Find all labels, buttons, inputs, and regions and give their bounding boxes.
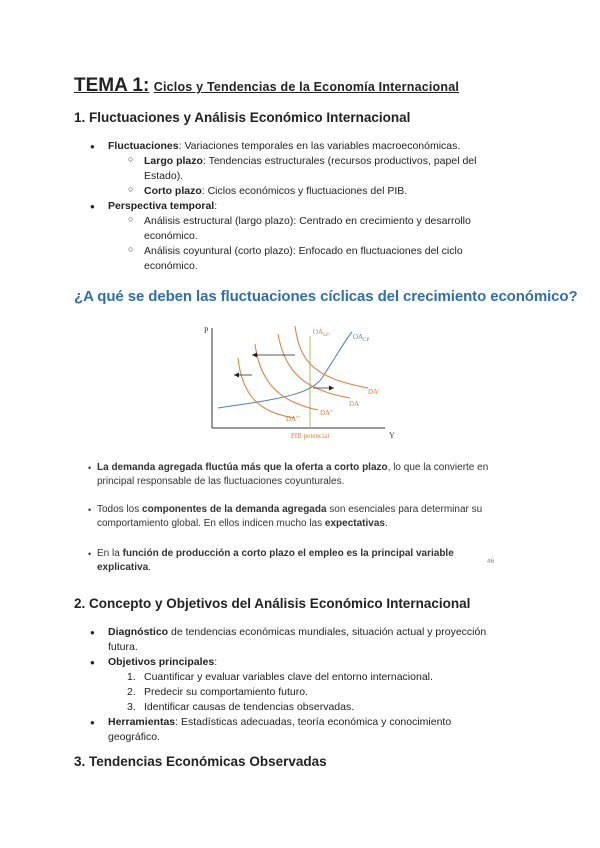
ordered-item-1-text: Cuantificar y evaluar variables clave del entorno internacional. bbox=[144, 671, 433, 683]
list-item-coyuntural-cont: económico. bbox=[144, 260, 198, 272]
label-oa-cp: $OA_{CP}$ bbox=[353, 333, 370, 343]
page-title bbox=[74, 75, 459, 97]
bullet-disc: ● bbox=[90, 202, 95, 211]
label-da-3prime: DA''' bbox=[286, 415, 300, 423]
list-item-herramientas: Herramientas: Estadísticas adecuadas, teoría económica y conocimiento bbox=[108, 716, 452, 728]
ad-as-chart bbox=[200, 318, 400, 443]
list-item-largo-plazo: Largo plazo: Tendencias estructurales (recursos productivos, papel del bbox=[144, 155, 477, 167]
slide-paragraph-3: En la función de producción a corto plazo el empleo es la principal variable explicativa. bbox=[97, 548, 454, 573]
bullet-circle: ○ bbox=[128, 184, 134, 194]
label-pib-potencial: PIB potencial bbox=[290, 432, 330, 440]
arrowhead bbox=[234, 373, 239, 378]
label-da-2prime: DA'' bbox=[320, 409, 333, 417]
bullet-disc: ● bbox=[90, 628, 95, 637]
ordered-item-3-text: Identificar causas de tendencias observadas. bbox=[144, 701, 355, 713]
series-oa-cp bbox=[218, 332, 352, 408]
slide-bullet: • bbox=[88, 463, 92, 473]
list-item-diagnostico-cont: futura. bbox=[108, 641, 138, 653]
list-item-estructural: Análisis estructural (largo plazo): Centrado en crecimiento y desarrollo bbox=[144, 215, 471, 227]
slide-page-number: 46 bbox=[487, 558, 495, 565]
x-axis-label: Y bbox=[389, 431, 395, 440]
label-da: DA bbox=[349, 400, 360, 408]
arrowhead bbox=[329, 386, 334, 391]
list-item-estructural-cont: económico. bbox=[144, 230, 198, 242]
list-item-fluctuaciones: Fluctuaciones: Variaciones temporales en las variables macroeconómicas. bbox=[108, 140, 461, 152]
list-item-diagnostico: Diagnóstico de tendencias económicas mundiales, situación actual y proyección bbox=[108, 626, 487, 638]
slide-bullet: • bbox=[88, 505, 92, 515]
bullet-disc: ● bbox=[90, 658, 95, 667]
slide-question: ¿A qué se deben las fluctuaciones cíclicas del crecimiento económico? bbox=[74, 288, 578, 305]
bullet-disc: ● bbox=[90, 142, 95, 151]
section3-heading: 3. Tendencias Económicas Observadas bbox=[74, 754, 327, 769]
title-main: TEMA 1: bbox=[74, 75, 150, 96]
slide-paragraph-1: La demanda agregada fluctúa más que la oferta a corto plazo, lo que la convierte en principal responsable de las fluctuaciones coyunturales. bbox=[97, 462, 489, 487]
series-da-3prime bbox=[238, 358, 295, 418]
slide-paragraph-2: Todos los componentes de la demanda agregada son esenciales para determinar su comportamiento global. En ellos indicen mucho las expectativas. bbox=[97, 504, 483, 529]
label-da-prime: DA' bbox=[368, 388, 380, 396]
bullet-circle: ○ bbox=[128, 214, 134, 224]
bullet-circle: ○ bbox=[128, 244, 134, 254]
label-oa-lp: $OA_{LP}$ bbox=[313, 328, 329, 338]
y-axis-label: P bbox=[204, 326, 209, 335]
list-item-coyuntural: Análisis coyuntural (corto plazo): Enfocado en fluctuaciones del ciclo bbox=[144, 245, 463, 257]
arrowhead bbox=[252, 353, 257, 358]
list-item-perspectiva: Perspectiva temporal: bbox=[108, 200, 218, 212]
list-item-objetivos: Objetivos principales: bbox=[108, 656, 218, 668]
series-da-2prime bbox=[255, 344, 318, 410]
ordered-item-1: 1. bbox=[127, 671, 136, 683]
section1-heading: 1. Fluctuaciones y Análisis Económico Internacional bbox=[74, 110, 411, 125]
list-item-corto-plazo: Corto plazo: Ciclos económicos y fluctuaciones del PIB. bbox=[144, 185, 408, 197]
ordered-item-2: 2. bbox=[127, 686, 136, 698]
bullet-disc: ● bbox=[90, 718, 95, 727]
title-sub: Ciclos y Tendencias de la Economía Internacional bbox=[153, 80, 460, 94]
ordered-item-3: 3. bbox=[127, 701, 136, 713]
slide-bullet: • bbox=[88, 549, 92, 559]
section2-heading: 2. Concepto y Objetivos del Análisis Económico Internacional bbox=[74, 596, 471, 611]
list-item-herramientas-cont: geográfico. bbox=[108, 731, 160, 743]
ordered-item-2-text: Predecir su comportamiento futuro. bbox=[144, 686, 308, 698]
bullet-circle: ○ bbox=[128, 154, 134, 164]
list-item-largo-plazo-cont: Estado). bbox=[144, 170, 184, 182]
